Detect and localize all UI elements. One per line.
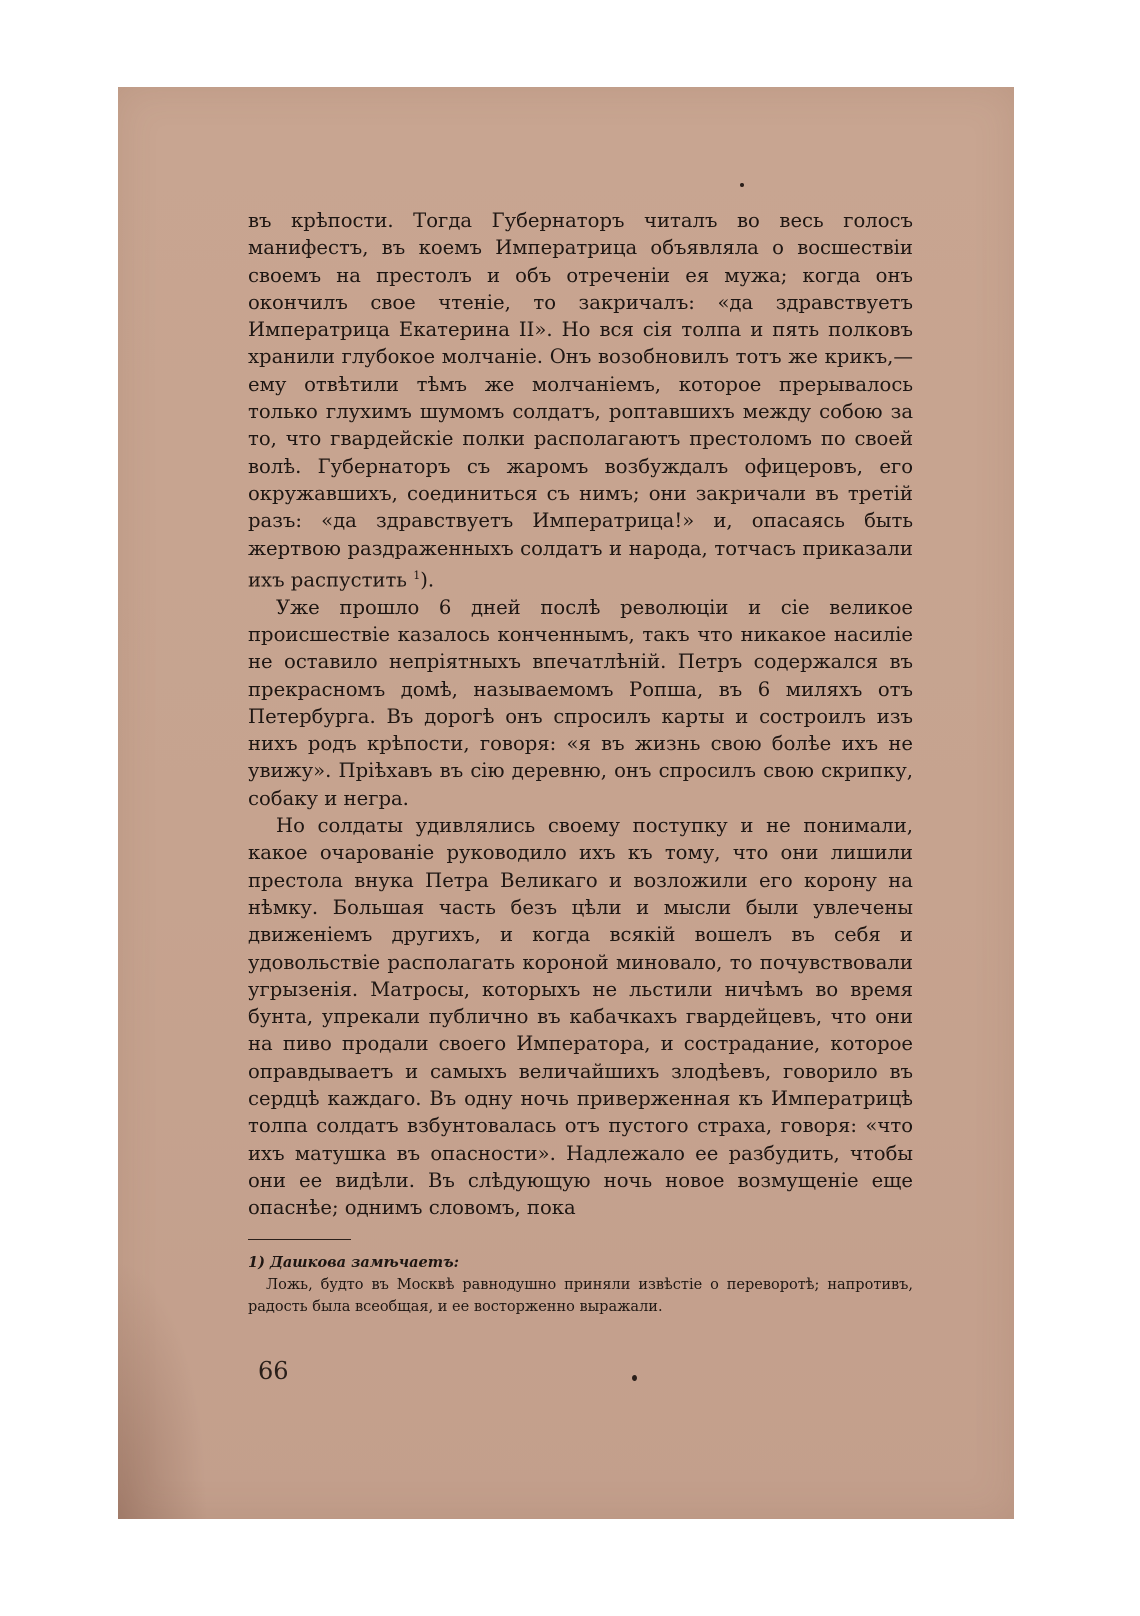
- paragraph-2: Уже прошло 6 дней послѣ революцiи и сiе великое происшествiе казалось конченнымъ, такъ что никакое насилiе не оставило непрiятныхъ впечатлѣнiй. Петръ содержался въ прекрасномъ домѣ, называемомъ Ропша, въ 6 миляхъ отъ Петербурга. Въ дорогѣ онъ спросилъ карты и состроилъ изъ нихъ родъ крѣпости, говоря: «я въ жизнь свою болѣе ихъ не увижу». Прiѣхавъ въ сiю деревню, онъ спросилъ свою скрипку, собаку и негра.: [248, 595, 913, 810]
- paragraph-1: [248, 207, 913, 594]
- footnote-ref: 1: [413, 568, 421, 582]
- footnote-ref-suffix: ).: [420, 568, 435, 592]
- paragraph-3: Но солдаты удивлялись своему поступку и не понимали, какое очарованiе руководило ихъ къ тому, что они лишили престола внука Петра Великаго и возложили его корону на нѣмку. Большая часть безъ цѣли и мысли были увлечены движенiемъ другихъ, и когда всякiй вошелъ въ себя и удовольствiе располагать короной миновало, то почувствовали угрызенiя. Матросы, которыхъ не льстили ничѣмъ во время бунта, упрекали публично въ кабачкахъ гвардейцевъ, что они на пиво продали своего Императора, и сострадание, которое оправдываетъ и самыхъ величайшихъ злодѣевъ, говорило въ сердцѣ каждаго. Въ одну ночь приверженная къ Императрицѣ толпа солдатъ взбунтовалась отъ пустого страха, говоря: «что ихъ матушка въ опасности». Надлежало ее разбудить, чтобы они ее видѣли. Въ слѣдующую ночь новое возмущенiе еще опаснѣе; однимъ словомъ, пока: [248, 814, 913, 1220]
- main-text: [248, 207, 913, 1222]
- ink-speck-bottom: [632, 1375, 637, 1381]
- footnote-heading-text: Дашкова замѣчаетъ:: [270, 1254, 459, 1271]
- footnote-text: Ложь, будто въ Москвѣ равнодушно приняли извѣстiе о переворотѣ; напротивъ, радость была всеобщая, и ее восторженно выражали.: [248, 1277, 913, 1315]
- footnote: [248, 1252, 913, 1318]
- ink-speck-top: [740, 183, 744, 187]
- footnote-heading: [248, 1252, 913, 1274]
- book-page: [118, 87, 1014, 1519]
- page-shadow: [118, 1259, 208, 1519]
- paragraph-1-text: въ крѣпости. Тогда Губернаторъ читалъ во весь голосъ манифестъ, въ коемъ Императрица объявляла о восшествiи своемъ на престолъ и объ отреченiи ея мужа; когда онъ окончилъ свое чтенiе, то закричалъ: «да здравствуетъ Императрица Екатерина II». Но вся сiя толпа и пять полковъ хранили глубокое молчанiе. Онъ возобновилъ тотъ же крикъ,—ему отвѣтили тѣмъ же молчанiемъ, которое прерывалось только глухимъ шумомъ солдатъ, роптавшихъ между собою за то, что гвардейскiе полки располагаютъ престоломъ по своей волѣ. Губернаторъ съ жаромъ возбуждалъ офицеровъ, его окружавшихъ, соединиться съ нимъ; они закричали въ третiй разъ: «да здравствуетъ Императрица!» и, опасаясь быть жертвою раздраженныхъ солдатъ и народа, тотчасъ приказали ихъ распустить: [248, 209, 913, 592]
- footnote-divider: [248, 1239, 351, 1240]
- footnote-marker: 1): [248, 1254, 265, 1271]
- page-number: 66: [258, 1357, 289, 1385]
